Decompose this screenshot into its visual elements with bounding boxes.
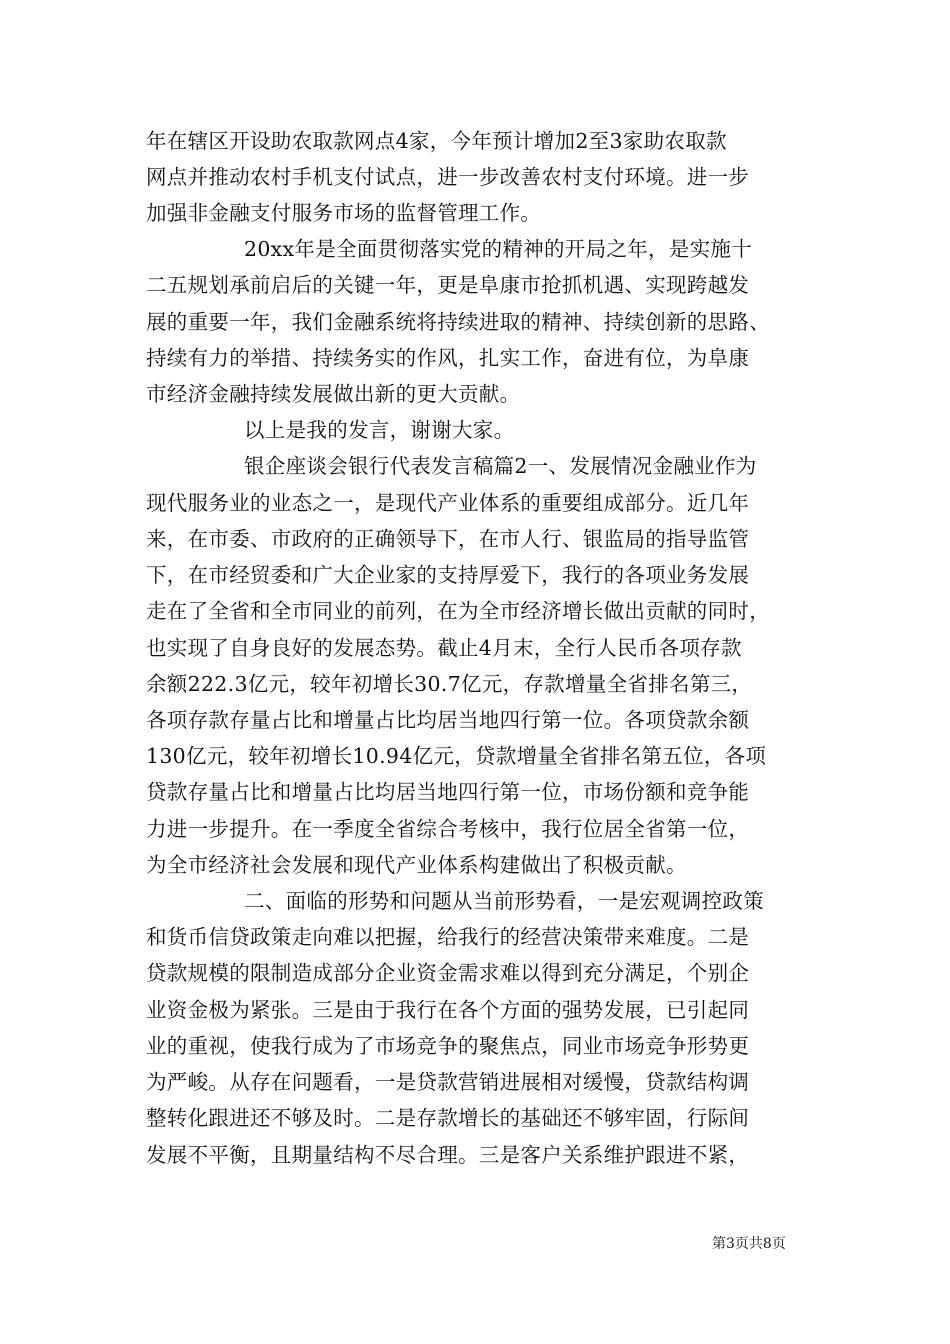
paragraph-start-line: 二、面临的形势和问题从当前形势看，一是宏观调控政策: [244, 889, 764, 913]
text-line: 130亿元，较年初增长10.94亿元，贷款增量全省排名第五位，各项: [146, 744, 767, 768]
paragraph-start-line: 银企座谈会银行代表发言稿篇2一、发展情况金融业作为: [244, 454, 757, 478]
text-line: 来，在市委、市政府的正确领导下，在市人行、银监局的指导监管: [146, 527, 750, 551]
text-line: 也实现了自身良好的发展态势。截止4月末，全行人民币各项存款: [146, 636, 742, 660]
text-line: 业资金极为紧张。三是由于我行在各个方面的强势发展，已引起同: [146, 998, 750, 1022]
text-line: 持续有力的举措、持续务实的作风，扎实工作，奋进有位，为阜康: [146, 346, 750, 370]
text-line: 下，在市经贸委和广大企业家的支持厚爱下，我行的各项业务发展: [146, 563, 750, 587]
text-line: 发展不平衡，且期量结构不尽合理。三是客户关系维护跟进不紧，: [146, 1143, 750, 1167]
text-line: 各项存款存量占比和增量占比均居当地四行第一位。各项贷款余额: [146, 708, 750, 732]
text-line: 整转化跟进还不够及时。二是存款增长的基础还不够牢固，行际间: [146, 1106, 750, 1130]
text-line: 为全市经济社会发展和现代产业体系构建做出了积极贡献。: [146, 853, 687, 877]
text-line: 市经济金融持续发展做出新的更大贡献。: [146, 382, 521, 406]
text-line: 走在了全省和全市同业的前列，在为全市经济增长做出贡献的同时，: [146, 599, 770, 623]
page-number-footer: 第3页共8页: [712, 1236, 786, 1252]
text-line: 贷款规模的限制造成部分企业资金需求难以得到充分满足，个别企: [146, 961, 750, 985]
text-line: 和货币信贷政策走向难以把握，给我行的经营决策带来难度。二是: [146, 925, 750, 949]
text-line: 展的重要一年，我们金融系统将持续进取的精神、持续创新的思路、: [146, 310, 770, 334]
text-line: 网点并推动农村手机支付试点，进一步改善农村支付环境。进一步: [146, 165, 750, 189]
paragraph-start-line: 以上是我的发言，谢谢大家。: [244, 418, 515, 442]
paragraph-start-line: 20xx年是全面贯彻落实党的精神的开局之年，是实施十: [244, 237, 753, 261]
text-line: 为严峻。从存在问题看，一是贷款营销进展相对缓慢，贷款结构调: [146, 1070, 750, 1094]
text-line: 现代服务业的业态之一，是现代产业体系的重要组成部分。近几年: [146, 491, 750, 515]
text-line: 力进一步提升。在一季度全省综合考核中，我行位居全省第一位，: [146, 817, 750, 841]
text-line: 加强非金融支付服务市场的监督管理工作。: [146, 201, 542, 225]
text-line: 年在辖区开设助农取款网点4家，今年预计增加2至3家助农取款: [146, 129, 727, 153]
text-line: 余额222.3亿元，较年初增长30.7亿元，存款增量全省排名第三，: [146, 672, 753, 696]
text-line: 二五规划承前启后的关键一年，更是阜康市抢抓机遇、实现跨越发: [146, 273, 750, 297]
text-line: 业的重视，使我行成为了市场竞争的聚焦点，同业市场竞争形势更: [146, 1034, 750, 1058]
text-line: 贷款存量占比和增量占比均居当地四行第一位，市场份额和竞争能: [146, 780, 750, 804]
